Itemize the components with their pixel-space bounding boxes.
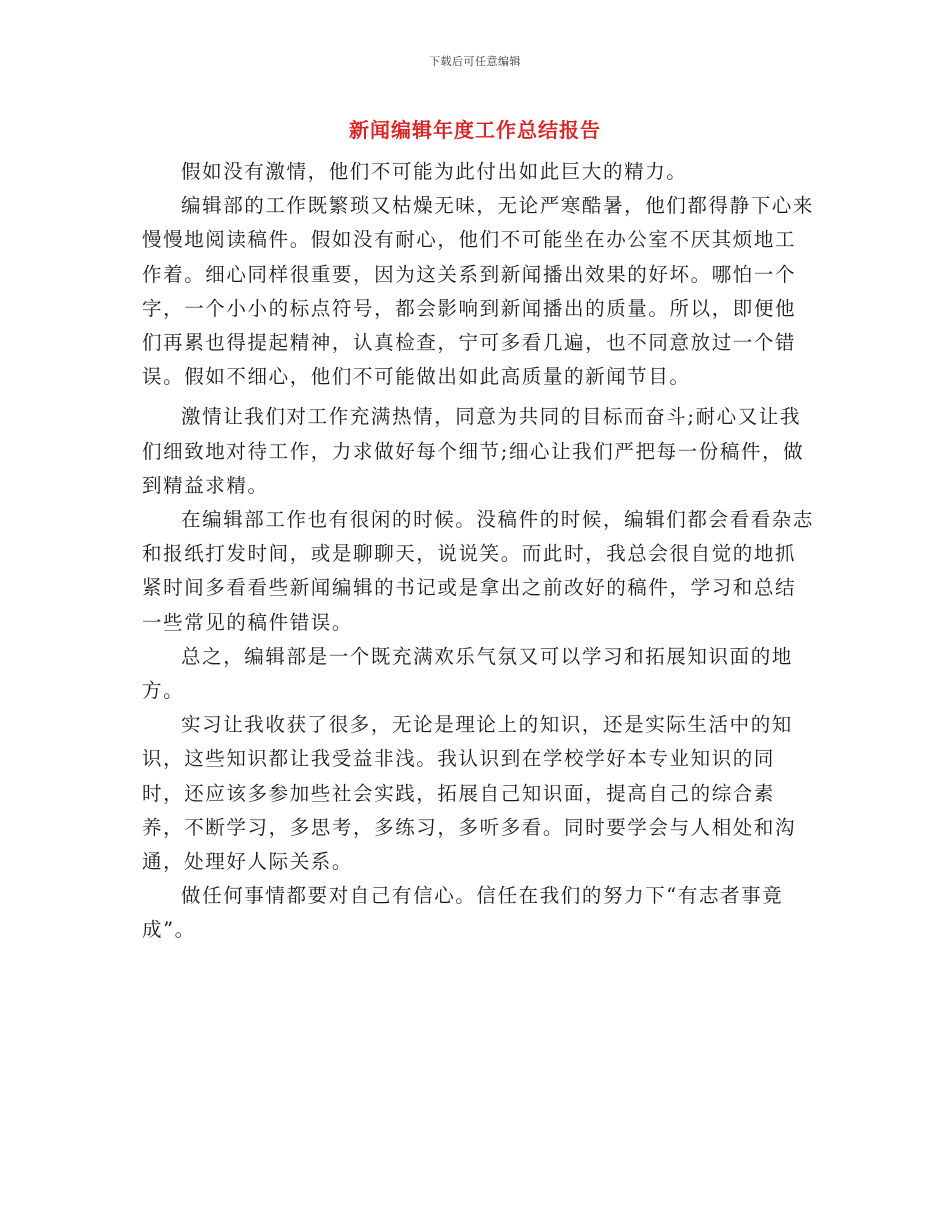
paragraph-2: 编辑部的工作既繁琐又枯燥无味，无论严寒酷暑，他们都得静下心来慢慢地阅读稿件。假如没有耐心，他们不可能坐在办公室不厌其烦地工作着。细心同样很重要，因为这关系到新闻播出效果的好坏。哪怕一个字，一个小小的标点符号，都会影响到新闻播出的质量。所以，即便他们再累也得提起精神，认真检查，宁可多看几遍，也不同意放过一个错误。假如不细心，他们不可能做出如此高质量的新闻节目。 — [142, 194, 815, 389]
document-title: 新闻编辑年度工作总结报告 — [349, 118, 601, 142]
paragraph-5: 总之，编辑部是一个既充满欢乐气氛又可以学习和拓展知识面的地方。 — [142, 644, 793, 703]
paragraph-6: 实习让我收获了很多，无论是理论上的知识，还是实际生活中的知识，这些知识都让我受益非浅。我认识到在学校学好本专业知识的同时，还应该多参加些社会实践，拓展自己知识面，提高自己的综合素养，不断学习，多思考，多练习，多听多看。同时要学会与人相处和沟通，处理好人际关系。 — [142, 713, 797, 874]
paragraph-3: 激情让我们对工作充满热情，同意为共同的目标而奋斗;耐心又让我们细致地对待工作，力求做好每个细节;细心让我们严把每一份稿件，做到精益求精。 — [142, 405, 805, 497]
paragraph-7: 做任何事情都要对自己有信心。信任在我们的努力下“有志者事竟成”。 — [142, 884, 784, 942]
header-note: 下载后可任意编辑 — [429, 55, 521, 68]
paragraph-1: 假如没有激情，他们不可能为此付出如此巨大的精力。 — [181, 160, 688, 183]
paragraph-4: 在编辑部工作也有很闲的时候。没稿件的时候，编辑们都会看看杂志和报纸打发时间，或是聊聊天，说说笑。而此时，我总会很自觉的地抓紧时间多看看些新闻编辑的书记或是拿出之前改好的稿件，学习和总结一些常见的稿件错误。 — [142, 508, 815, 634]
document-body — [142, 155, 814, 948]
